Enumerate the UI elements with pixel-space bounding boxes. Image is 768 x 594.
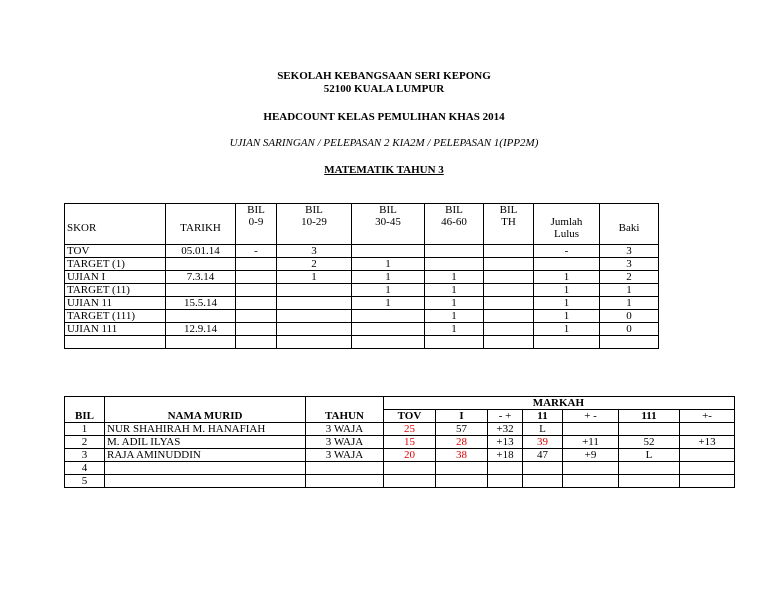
header-diff-2: + -: [563, 410, 619, 423]
student-row: [65, 436, 735, 449]
headcount-cell: [236, 271, 277, 284]
headcount-cell: [236, 258, 277, 271]
headcount-cell: [352, 323, 425, 336]
diff-3-cell: +13: [680, 436, 735, 449]
headcount-cell: 3: [600, 245, 659, 258]
headcount-cell: [277, 336, 352, 349]
headcount-cell: 3: [600, 258, 659, 271]
headcount-cell: [166, 336, 236, 349]
headcount-cell: [166, 310, 236, 323]
header-bil-0-9: BIL 0-9: [236, 204, 277, 245]
document-subtitle: UJIAN SARINGAN / PELEPASAN 2 KIA2M / PELEPASAN 1(IPP2M): [229, 137, 539, 149]
marks-header-row-1: [65, 397, 735, 410]
student-marks-table: [64, 396, 735, 488]
skor-cell: UJIAN 11: [65, 297, 166, 310]
header-baki: Baki: [600, 204, 659, 245]
diff-1-cell: +18: [488, 449, 523, 462]
skor-cell: UJIAN I: [65, 271, 166, 284]
headcount-cell: [236, 336, 277, 349]
headcount-cell: 7.3.14: [166, 271, 236, 284]
ujian-2-cell: L: [523, 423, 563, 436]
headcount-cell: [484, 310, 534, 323]
headcount-cell: 2: [600, 271, 659, 284]
headcount-cell: [277, 323, 352, 336]
header-skor: SKOR: [65, 204, 166, 245]
diff-1-cell: +32: [488, 423, 523, 436]
headcount-cell: 1: [425, 297, 484, 310]
headcount-cell: 1: [352, 284, 425, 297]
headcount-cell: [352, 310, 425, 323]
headcount-cell: 1: [534, 297, 600, 310]
headcount-cell: [236, 310, 277, 323]
ujian-2-cell: 47: [523, 449, 563, 462]
header-tarikh: TARIKH: [166, 204, 236, 245]
headcount-cell: 1: [534, 271, 600, 284]
ujian-3-cell: L: [619, 449, 680, 462]
student-name-cell: [105, 475, 306, 488]
header-markah: MARKAH: [384, 397, 735, 410]
header-ujian-3: 111: [619, 410, 680, 423]
headcount-cell: [166, 284, 236, 297]
diff-2-cell: [563, 475, 619, 488]
bil-cell: 2: [65, 436, 105, 449]
headcount-cell: [352, 245, 425, 258]
ujian-2-cell: [523, 475, 563, 488]
headcount-cell: [425, 245, 484, 258]
diff-3-cell: [680, 475, 735, 488]
header-diff-3: +-: [680, 410, 735, 423]
headcount-row: [65, 284, 659, 297]
headcount-cell: 1: [600, 297, 659, 310]
student-name-cell: M. ADIL ILYAS: [105, 436, 306, 449]
ujian-2-cell: 39: [523, 436, 563, 449]
headcount-cell: [277, 297, 352, 310]
ujian-3-cell: [619, 475, 680, 488]
skor-cell: [65, 336, 166, 349]
skor-cell: TARGET (11): [65, 284, 166, 297]
headcount-cell: [484, 258, 534, 271]
headcount-cell: -: [236, 245, 277, 258]
tahun-cell: 3 WAJA: [306, 423, 384, 436]
headcount-cell: 1: [425, 271, 484, 284]
diff-3-cell: [680, 423, 735, 436]
student-row: [65, 449, 735, 462]
headcount-cell: [534, 258, 600, 271]
subject-heading: MATEMATIK TAHUN 3: [324, 164, 444, 176]
headcount-cell: [236, 323, 277, 336]
tov-cell: 25: [384, 423, 436, 436]
headcount-cell: 1: [425, 284, 484, 297]
tahun-cell: 3 WAJA: [306, 449, 384, 462]
header-diff-1: - +: [488, 410, 523, 423]
header-nama-murid: NAMA MURID: [105, 397, 306, 423]
headcount-cell: 15.5.14: [166, 297, 236, 310]
headcount-cell: 1: [534, 323, 600, 336]
student-name-cell: RAJA AMINUDDIN: [105, 449, 306, 462]
headcount-row: [65, 336, 659, 349]
skor-cell: TARGET (111): [65, 310, 166, 323]
header-ujian-1: I: [436, 410, 488, 423]
ujian-3-cell: [619, 423, 680, 436]
header-tov: TOV: [384, 410, 436, 423]
headcount-cell: [236, 297, 277, 310]
student-row: [65, 423, 735, 436]
diff-2-cell: +9: [563, 449, 619, 462]
headcount-cell: [484, 336, 534, 349]
ujian-3-cell: 52: [619, 436, 680, 449]
headcount-row: [65, 297, 659, 310]
headcount-cell: 1: [425, 323, 484, 336]
headcount-cell: 1: [352, 271, 425, 284]
headcount-cell: [277, 310, 352, 323]
headcount-row: [65, 258, 659, 271]
headcount-cell: 12.9.14: [166, 323, 236, 336]
headcount-header-row: [65, 204, 659, 245]
bil-cell: 4: [65, 462, 105, 475]
diff-1-cell: +13: [488, 436, 523, 449]
skor-cell: UJIAN 111: [65, 323, 166, 336]
header-bil: BIL: [65, 397, 105, 423]
headcount-cell: 1: [534, 284, 600, 297]
diff-2-cell: [563, 423, 619, 436]
diff-2-cell: [563, 462, 619, 475]
header-bil-th: BIL TH: [484, 204, 534, 245]
ujian-2-cell: [523, 462, 563, 475]
headcount-cell: 1: [534, 310, 600, 323]
tov-cell: [384, 475, 436, 488]
headcount-cell: [484, 245, 534, 258]
student-row: [65, 475, 735, 488]
bil-cell: 3: [65, 449, 105, 462]
headcount-cell: 1: [425, 310, 484, 323]
ujian-1-cell: 38: [436, 449, 488, 462]
headcount-cell: 0: [600, 323, 659, 336]
headcount-row: [65, 271, 659, 284]
diff-1-cell: [488, 462, 523, 475]
headcount-cell: [277, 284, 352, 297]
headcount-cell: [534, 336, 600, 349]
headcount-row: [65, 323, 659, 336]
headcount-cell: 1: [277, 271, 352, 284]
headcount-cell: 3: [277, 245, 352, 258]
tahun-cell: [306, 475, 384, 488]
document-title: HEADCOUNT KELAS PEMULIHAN KHAS 2014: [263, 111, 505, 123]
bil-cell: 1: [65, 423, 105, 436]
school-name: SEKOLAH KEBANGSAAN SERI KEPONG: [277, 70, 491, 82]
headcount-cell: 1: [352, 258, 425, 271]
headcount-cell: 0: [600, 310, 659, 323]
skor-cell: TARGET (1): [65, 258, 166, 271]
headcount-cell: 1: [600, 284, 659, 297]
headcount-cell: [484, 284, 534, 297]
headcount-row: [65, 245, 659, 258]
student-row: [65, 462, 735, 475]
ujian-1-cell: [436, 462, 488, 475]
diff-1-cell: [488, 475, 523, 488]
headcount-cell: [425, 258, 484, 271]
tahun-cell: [306, 462, 384, 475]
bil-cell: 5: [65, 475, 105, 488]
ujian-1-cell: 57: [436, 423, 488, 436]
tov-cell: [384, 462, 436, 475]
headcount-cell: [425, 336, 484, 349]
ujian-3-cell: [619, 462, 680, 475]
headcount-cell: [600, 336, 659, 349]
tov-cell: 15: [384, 436, 436, 449]
diff-3-cell: [680, 462, 735, 475]
skor-cell: TOV: [65, 245, 166, 258]
headcount-row: [65, 310, 659, 323]
header-ujian-2: 11: [523, 410, 563, 423]
header-bil-30-45: BIL 30-45: [352, 204, 425, 245]
ujian-1-cell: [436, 475, 488, 488]
header-bil-10-29: BIL 10-29: [277, 204, 352, 245]
diff-2-cell: +11: [563, 436, 619, 449]
header-jumlah-lulus: Jumlah Lulus: [534, 204, 600, 245]
headcount-cell: -: [534, 245, 600, 258]
headcount-cell: [352, 336, 425, 349]
headcount-cell: [484, 323, 534, 336]
headcount-cell: 2: [277, 258, 352, 271]
headcount-cell: 05.01.14: [166, 245, 236, 258]
headcount-cell: [166, 258, 236, 271]
headcount-cell: 1: [352, 297, 425, 310]
ujian-1-cell: 28: [436, 436, 488, 449]
diff-3-cell: [680, 449, 735, 462]
header-bil-46-60: BIL 46-60: [425, 204, 484, 245]
headcount-table: [64, 203, 659, 349]
school-address: 52100 KUALA LUMPUR: [323, 83, 445, 95]
student-name-cell: [105, 462, 306, 475]
student-name-cell: NUR SHAHIRAH M. HANAFIAH: [105, 423, 306, 436]
headcount-cell: [484, 271, 534, 284]
headcount-cell: [236, 284, 277, 297]
tov-cell: 20: [384, 449, 436, 462]
header-tahun: TAHUN: [306, 397, 384, 423]
headcount-cell: [484, 297, 534, 310]
tahun-cell: 3 WAJA: [306, 436, 384, 449]
